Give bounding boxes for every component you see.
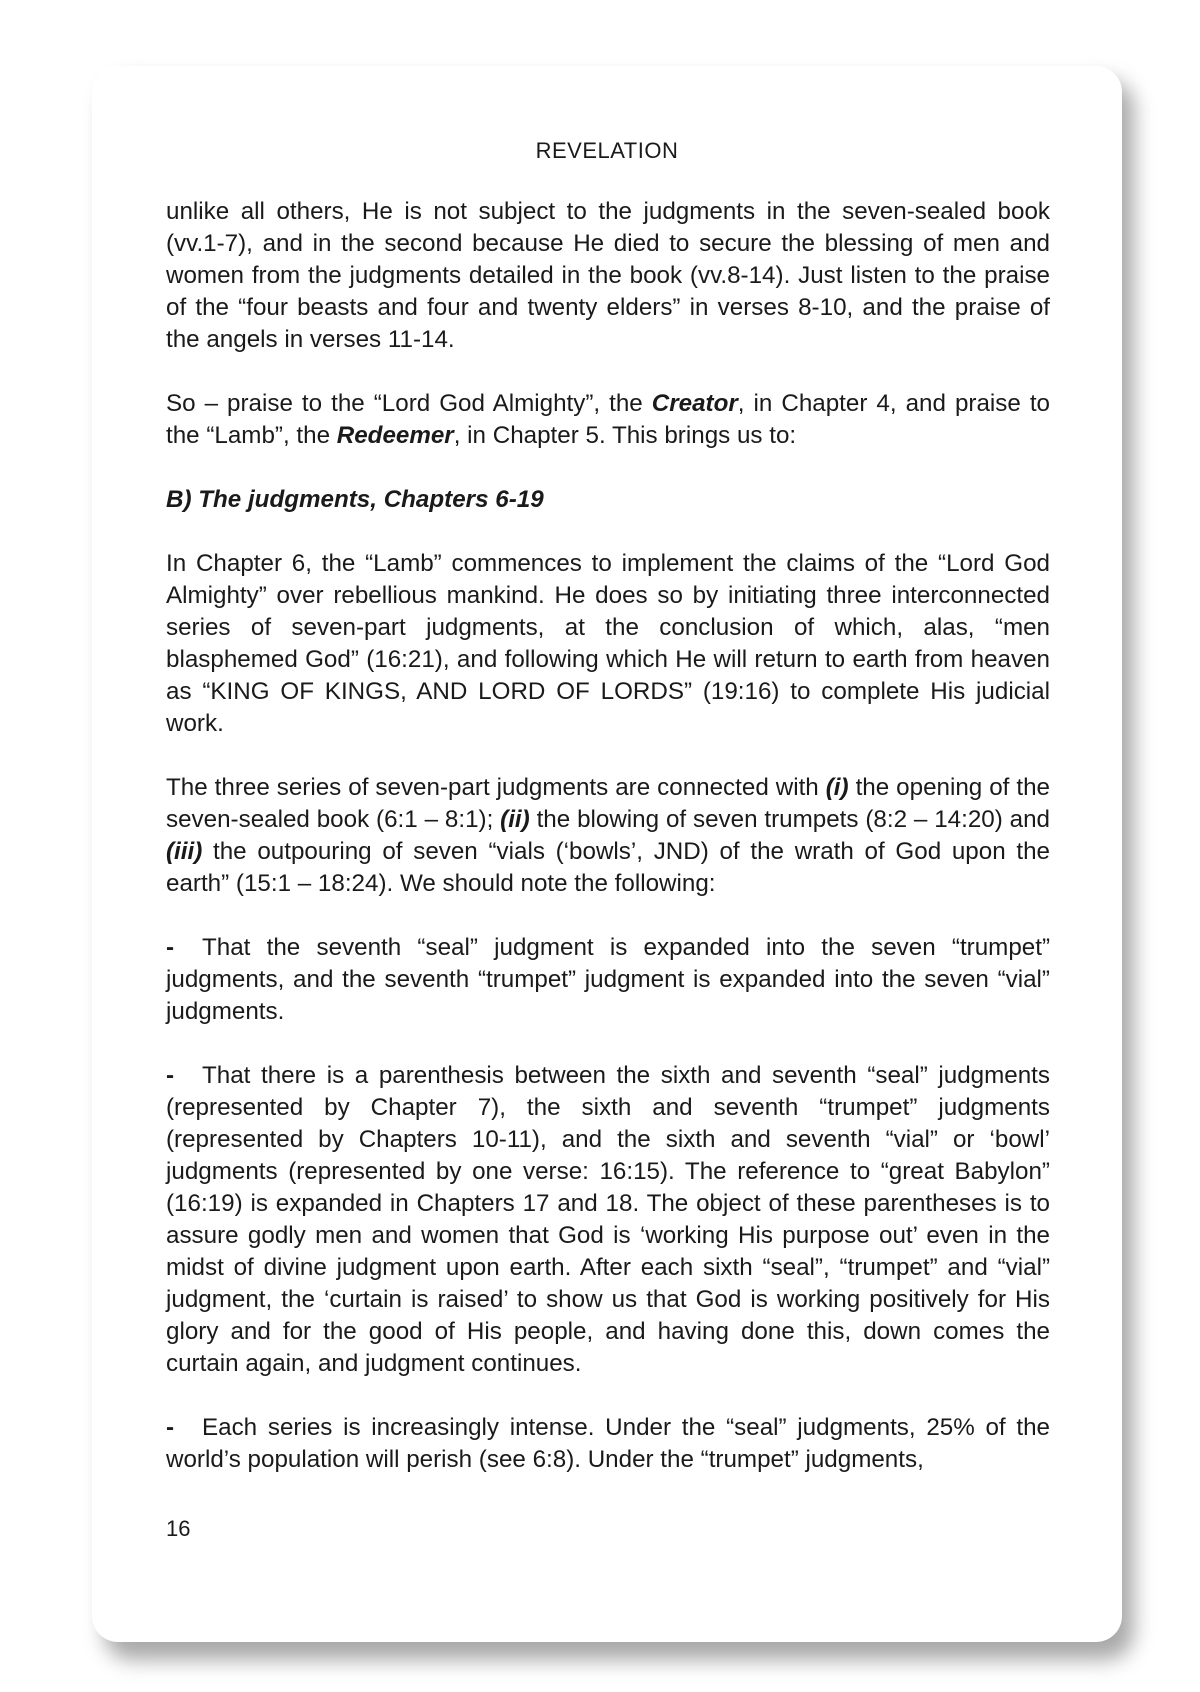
emphasis-creator: Creator [651, 390, 738, 417]
paragraph-continuation: unlike all others, He is not subject to the judgments in the seven-sealed book (vv.1-7), and in the second because He died to secure the blessing of men and women from the judgments detailed in the book (vv.8-14). Just listen to the praise of the “four beasts and four and twenty elders” in verses 8-10, and the praise of the angels in verses 11-14. [166, 198, 1050, 353]
bullet-text: That there is a parenthesis between the sixth and seventh “seal” judgments (represented by Chapter 7), the sixth and seventh “trumpet” judgments (represented by Chapters 10-11), and the sixth and seventh “vial” or ‘bowl’ judgments (represented by one verse: 16:15). The reference to “great Babylon” (16:19) is expanded in Chapters 17 and 18. The object of these parentheses is to assure godly men and women that God is ‘working His purpose out’ even in the midst of divine judgment upon earth. After each sixth “seal”, “trumpet” and “vial” judgment, the ‘curtain is raised’ to show us that God is working positively for His glory and for the good of His people, and having done this, down comes the curtain again, and judgment continues. [166, 1062, 1050, 1377]
numeral-ii: (ii) [500, 806, 530, 833]
bullet-dash: - [166, 934, 175, 961]
bullet-text: Each series is increasingly intense. Under the “seal” judgments, 25% of the world’s population will perish (see 6:8). Under the “trumpet” judgments, [166, 1414, 1050, 1473]
emphasis-redeemer: Redeemer [336, 422, 454, 449]
page-number: 16 [166, 1516, 191, 1541]
numeral-iii: (iii) [166, 838, 203, 865]
bullet-item [166, 1060, 1050, 1380]
text-run: The three series of seven-part judgments are connected with [166, 774, 826, 801]
bullet-dash: - [166, 1062, 175, 1089]
text-run: the opening of the seven-sealed book (6:1 – 8:1); [166, 774, 1050, 833]
running-head: REVELATION [535, 138, 679, 163]
text-run: , in Chapter 5. This brings us to: [453, 422, 797, 449]
book-page [92, 66, 1122, 1642]
bullet-item [166, 932, 1050, 1028]
paragraph-three-series [166, 772, 1050, 900]
section-heading: B) The judgments, Chapters 6-19 [166, 486, 544, 513]
text-run: So – praise to the “Lord God Almighty”, the [166, 390, 652, 417]
paragraph-chapter-6: In Chapter 6, the “Lamb” commences to implement the claims of the “Lord God Almighty” over rebellious mankind. He does so by initiating three interconnected series of seven-part judgments, at the conclusion of which, alas, “men blasphemed God” (16:21), and following which He will return to earth from heaven as “KING OF KINGS, AND LORD OF LORDS” (19:16) to complete His judicial work. [166, 550, 1050, 737]
text-run: the blowing of seven trumpets (8:2 – 14:20) and [529, 806, 1050, 833]
bullet-dash: - [166, 1414, 175, 1441]
text-run: , in Chapter 4, and praise to the “Lamb”, the [166, 390, 1051, 449]
bullet-item [166, 1412, 1050, 1476]
page-content [166, 196, 1050, 1508]
bullet-text: That the seventh “seal” judgment is expanded into the seven “trumpet” judgments, and the seventh “trumpet” judgment is expanded into the seven “vial” judgments. [166, 934, 1050, 1025]
numeral-i: (i) [825, 774, 849, 801]
text-run: the outpouring of seven “vials (‘bowls’, JND) of the wrath of God upon the earth” (15:1 – 18:24). We should note the following: [166, 838, 1050, 897]
paragraph-praise [166, 388, 1050, 452]
